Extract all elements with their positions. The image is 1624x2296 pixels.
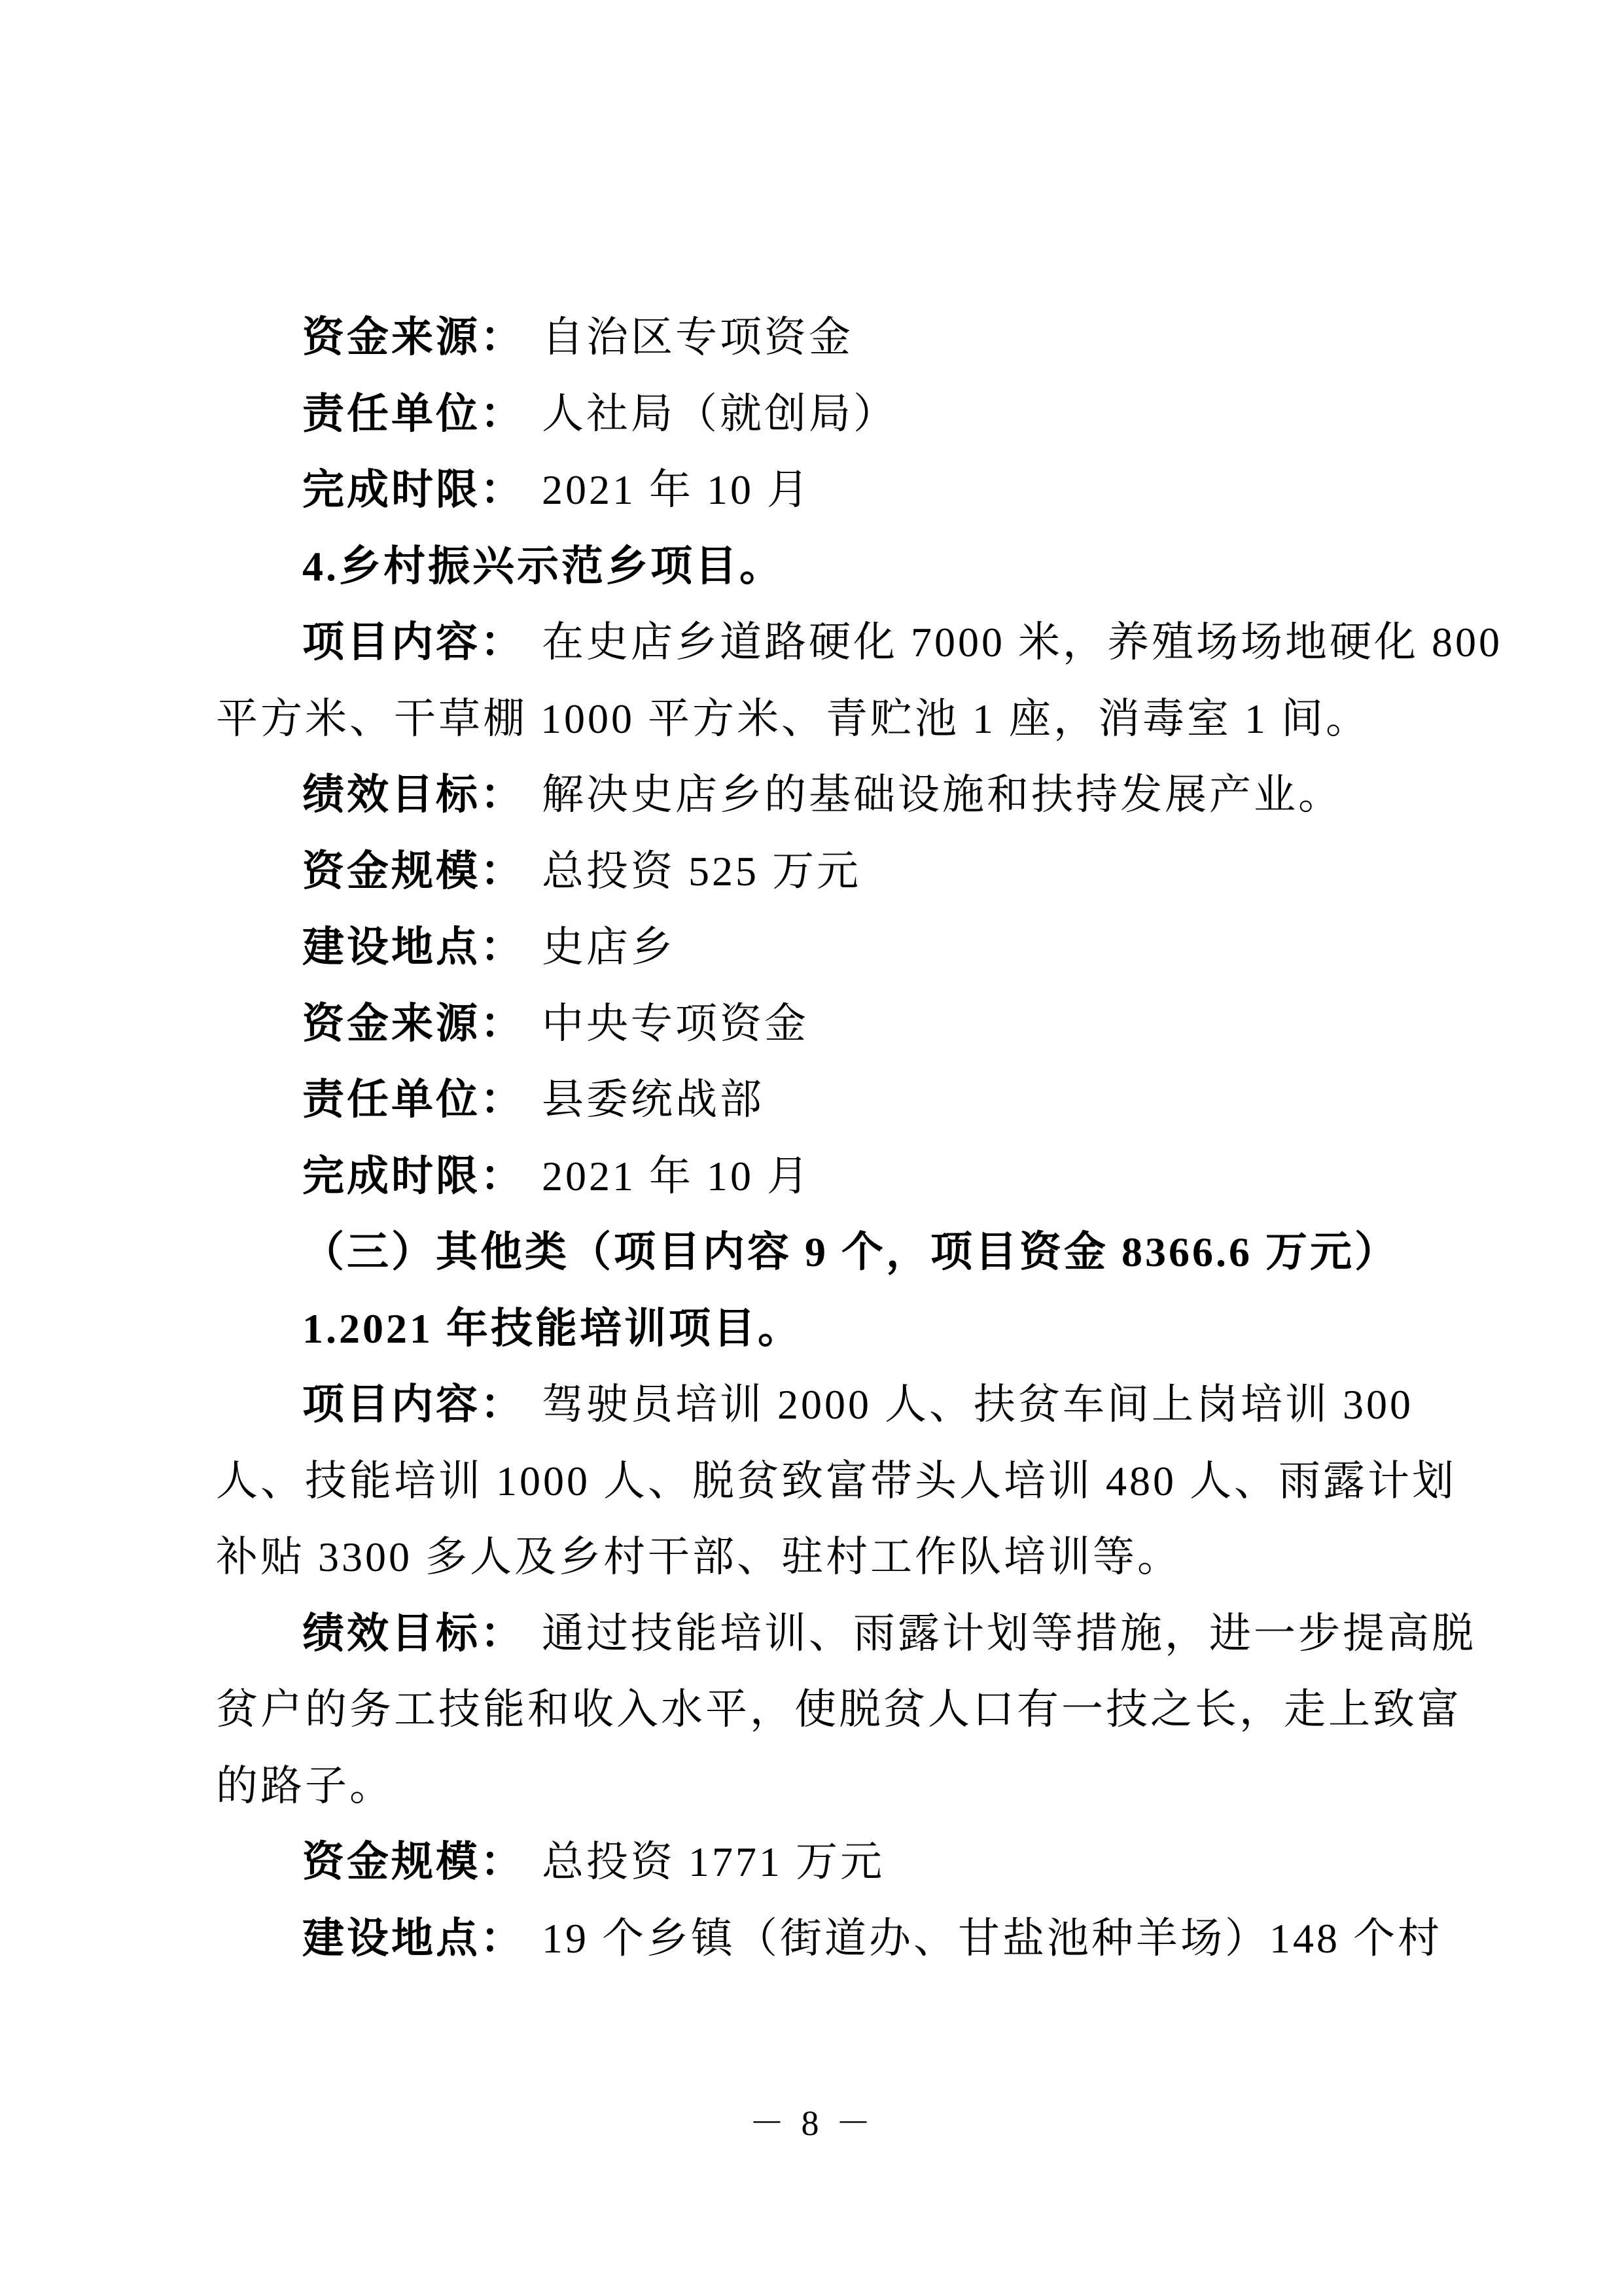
text-line	[302, 314, 853, 361]
text-line	[216, 1536, 1182, 1578]
field-value: 补贴 3300 多人及乡村干部、驻村工作队培训等。	[216, 1534, 1182, 1580]
field-label: 绩效目标：	[302, 1610, 525, 1657]
text-line	[302, 619, 1502, 665]
text-line	[302, 771, 1343, 818]
field-label: 资金来源：	[302, 1000, 525, 1047]
text-line	[302, 1076, 764, 1123]
text-line	[216, 1460, 1456, 1502]
field-label: 绩效目标：	[302, 771, 525, 818]
text-line	[302, 1381, 1413, 1428]
field-value: 中央专项资金	[542, 1000, 809, 1047]
page-number: － 8 －	[749, 2104, 875, 2143]
text-line	[216, 1765, 394, 1807]
field-label: 项目内容：	[302, 619, 525, 665]
field-label: 建设地点：	[302, 1915, 525, 1962]
field-value: 的路子。	[216, 1763, 394, 1809]
field-value: 平方米、干草棚 1000 平方米、青贮池 1 座，消毒室 1 间。	[216, 696, 1370, 742]
field-label: 项目内容：	[302, 1381, 525, 1428]
field-value: 自治区专项资金	[542, 314, 853, 361]
text-line	[302, 848, 861, 894]
field-value: 总投资 525 万元	[542, 848, 861, 894]
field-label: 责任单位：	[302, 391, 525, 437]
field-value: 人、技能培训 1000 人、脱贫致富带头人培训 480 人、雨露计划	[216, 1458, 1456, 1504]
field-label: 资金来源：	[302, 314, 525, 361]
text-line	[302, 1153, 811, 1199]
text-line	[302, 1841, 885, 1883]
heading-line	[302, 543, 784, 590]
field-value: 总投资 1771 万元	[542, 1839, 885, 1885]
field-value: 19 个乡镇（街道办、甘盐池种羊场）148 个村	[542, 1915, 1442, 1962]
text-line	[216, 698, 1370, 740]
text-line	[302, 1000, 809, 1047]
field-label: 完成时限：	[302, 1153, 525, 1199]
field-value: 史店乡	[542, 924, 675, 970]
field-label: 完成时限：	[302, 467, 525, 513]
heading-line	[302, 1231, 1399, 1273]
text-line	[302, 1610, 1476, 1657]
heading-line	[302, 1305, 802, 1352]
field-value: 县委统战部	[542, 1076, 764, 1123]
field-value: 贫户的务工技能和收入水平，使脱贫人口有一技之长，走上致富	[216, 1686, 1462, 1733]
text-line	[302, 924, 675, 970]
text-line	[216, 1686, 1462, 1733]
text-line	[302, 393, 898, 435]
field-label: 资金规模：	[302, 848, 525, 894]
field-value: 2021 年 10 月	[542, 1153, 811, 1199]
heading-text: 4.乡村振兴示范乡项目。	[302, 543, 784, 590]
field-value: 2021 年 10 月	[542, 467, 811, 513]
field-value: 通过技能培训、雨露计划等措施，进一步提高脱	[542, 1610, 1476, 1657]
field-value: 人社局（就创局）	[542, 391, 898, 437]
text-line	[302, 469, 811, 511]
heading-text: 1.2021 年技能培训项目。	[302, 1305, 802, 1352]
field-label: 资金规模：	[302, 1839, 525, 1885]
text-line	[302, 1915, 1442, 1962]
field-label: 责任单位：	[302, 1076, 525, 1123]
field-value: 解决史店乡的基础设施和扶持发展产业。	[542, 771, 1343, 818]
heading-text: （三）其他类（项目内容 9 个，项目资金 8366.6 万元）	[302, 1229, 1399, 1275]
field-value: 驾驶员培训 2000 人、扶贫车间上岗培训 300	[542, 1381, 1413, 1428]
field-label: 建设地点：	[302, 924, 525, 970]
field-value: 在史店乡道路硬化 7000 米，养殖场场地硬化 800	[542, 619, 1502, 665]
